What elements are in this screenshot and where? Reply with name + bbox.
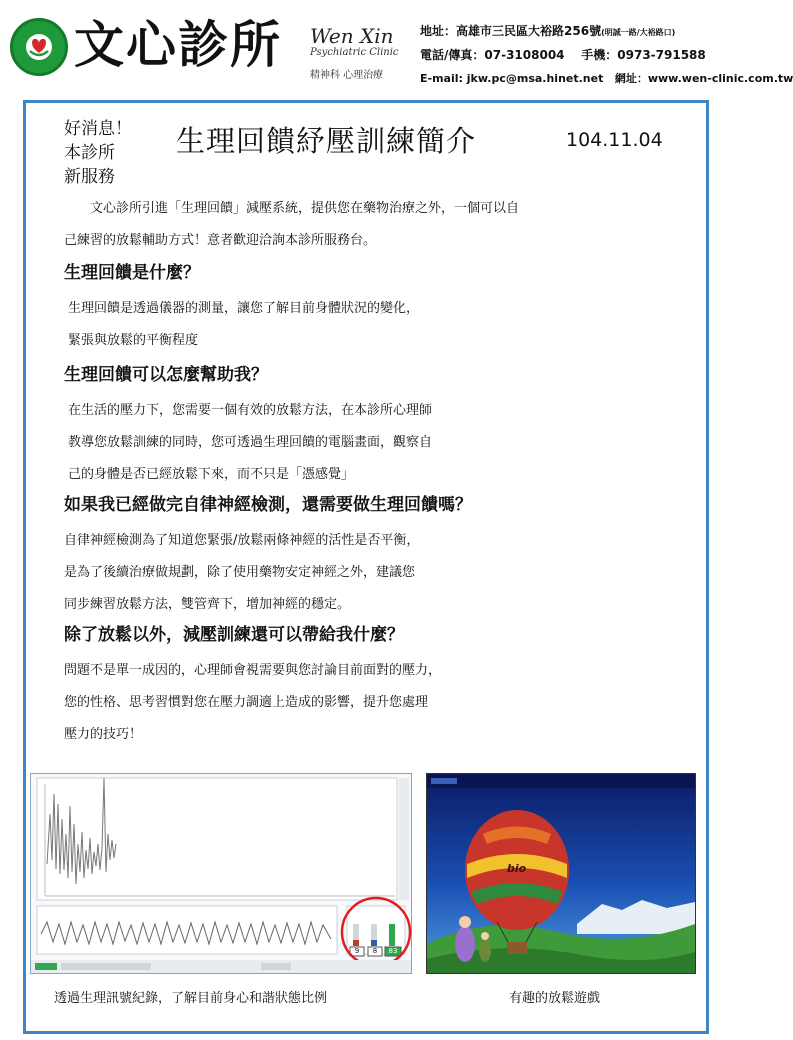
section-line: 在生活的壓力下，您需要一個有效的放鬆方法，在本診所心理師 <box>68 403 433 418</box>
address-label: 地址： <box>420 24 457 38</box>
page-title: 生理回饋紓壓訓練簡介 <box>176 124 477 158</box>
notice-date: 104.11.04 <box>566 129 663 151</box>
intro-line: 己練習的放鬆輔助方式！意者歡迎洽詢本診所服務台。 <box>64 233 377 248</box>
good-news-line: 新服務 <box>64 167 115 187</box>
email-label: E-mail: <box>420 72 467 85</box>
mobile-value: 0973-791588 <box>617 48 706 62</box>
section-line: 您的性格、思考習慣對您在壓力調適上造成的影響，提升您處理 <box>64 695 429 710</box>
biofeedback-screenshot <box>30 773 412 974</box>
good-news-line: 好消息！ <box>64 119 132 139</box>
intro-line: 文心診所引進「生理回饋」減壓系統，提供您在藥物治療之外，一個可以自 <box>90 201 520 216</box>
address-value: 高雄市三民區大裕路256號 <box>456 24 602 38</box>
clinic-name-cn: 文心診所 <box>74 15 282 74</box>
balloon-scene <box>427 774 695 973</box>
section-line: 問題不是單一成因的，心理師會視需要與您討論目前面對的壓力， <box>64 663 442 678</box>
meter-value-1: 9 <box>354 947 360 955</box>
section-line: 緊張與放鬆的平衡程度 <box>68 333 199 348</box>
mobile-label: 手機： <box>581 48 618 62</box>
section-heading: 如果我已經做完自律神經檢測，還需要做生理回饋嗎？ <box>64 495 472 515</box>
address-note: (明誠一路/大裕路口) <box>601 28 676 37</box>
notice-frame <box>23 100 709 1034</box>
clinic-services: 精神科 心理治療 <box>310 70 384 81</box>
address-line <box>420 22 675 39</box>
clinic-logo-badge <box>10 18 68 76</box>
section-heading: 生理回饋可以怎麼幫助我？ <box>64 365 268 385</box>
game-caption: 有趣的放鬆遊戲 <box>509 991 601 1006</box>
section-line: 自律神經檢測為了知道您緊張/放鬆兩條神經的活性是否平衡， <box>64 533 420 548</box>
balloon-text: bio <box>507 862 527 875</box>
phone-value: 07-3108004 <box>484 48 565 62</box>
section-line: 教導您放鬆訓練的同時，您可透過生理回饋的電腦畫面，觀察自 <box>68 435 433 450</box>
relaxation-game-screenshot <box>426 773 696 974</box>
section-line: 同步練習放鬆方法，雙管齊下，增加神經的穩定。 <box>64 597 351 612</box>
section-line: 是為了後續治療做規劃，除了使用藥物安定神經之外，建議您 <box>64 565 416 580</box>
heart-mind-icon <box>23 31 55 63</box>
clinic-subtitle: Psychiatric Clinic <box>310 47 399 58</box>
website-label: 網址： <box>614 72 648 85</box>
section-line: 己的身體是否已經放鬆下來，而不只是「憑感覺」 <box>68 467 355 482</box>
email-web-line <box>420 70 793 86</box>
section-heading: 生理回饋是什麼？ <box>64 263 200 283</box>
screenshot-caption: 透過生理訊號紀錄，了解目前身心和諧狀態比例 <box>54 991 328 1006</box>
section-heading: 除了放鬆以外，減壓訓練還可以帶給我什麼？ <box>64 625 404 645</box>
good-news-line: 本診所 <box>64 143 115 163</box>
meter-value-3: 83 <box>388 947 398 955</box>
phone-label: 電話/傳真： <box>420 48 485 62</box>
section-line: 壓力的技巧！ <box>64 727 143 742</box>
signal-chart <box>31 774 411 973</box>
clinic-name-en: Wen Xin <box>310 24 394 48</box>
good-news-label <box>64 117 132 189</box>
phone-line <box>420 46 706 63</box>
email-link[interactable]: jkw.pc@msa.hinet.net <box>466 72 604 85</box>
meter-value-2: 8 <box>372 947 378 955</box>
section-line: 生理回饋是透過儀器的測量，讓您了解目前身體狀況的變化， <box>68 301 420 316</box>
website-link[interactable]: www.wen-clinic.com.tw <box>647 72 793 85</box>
